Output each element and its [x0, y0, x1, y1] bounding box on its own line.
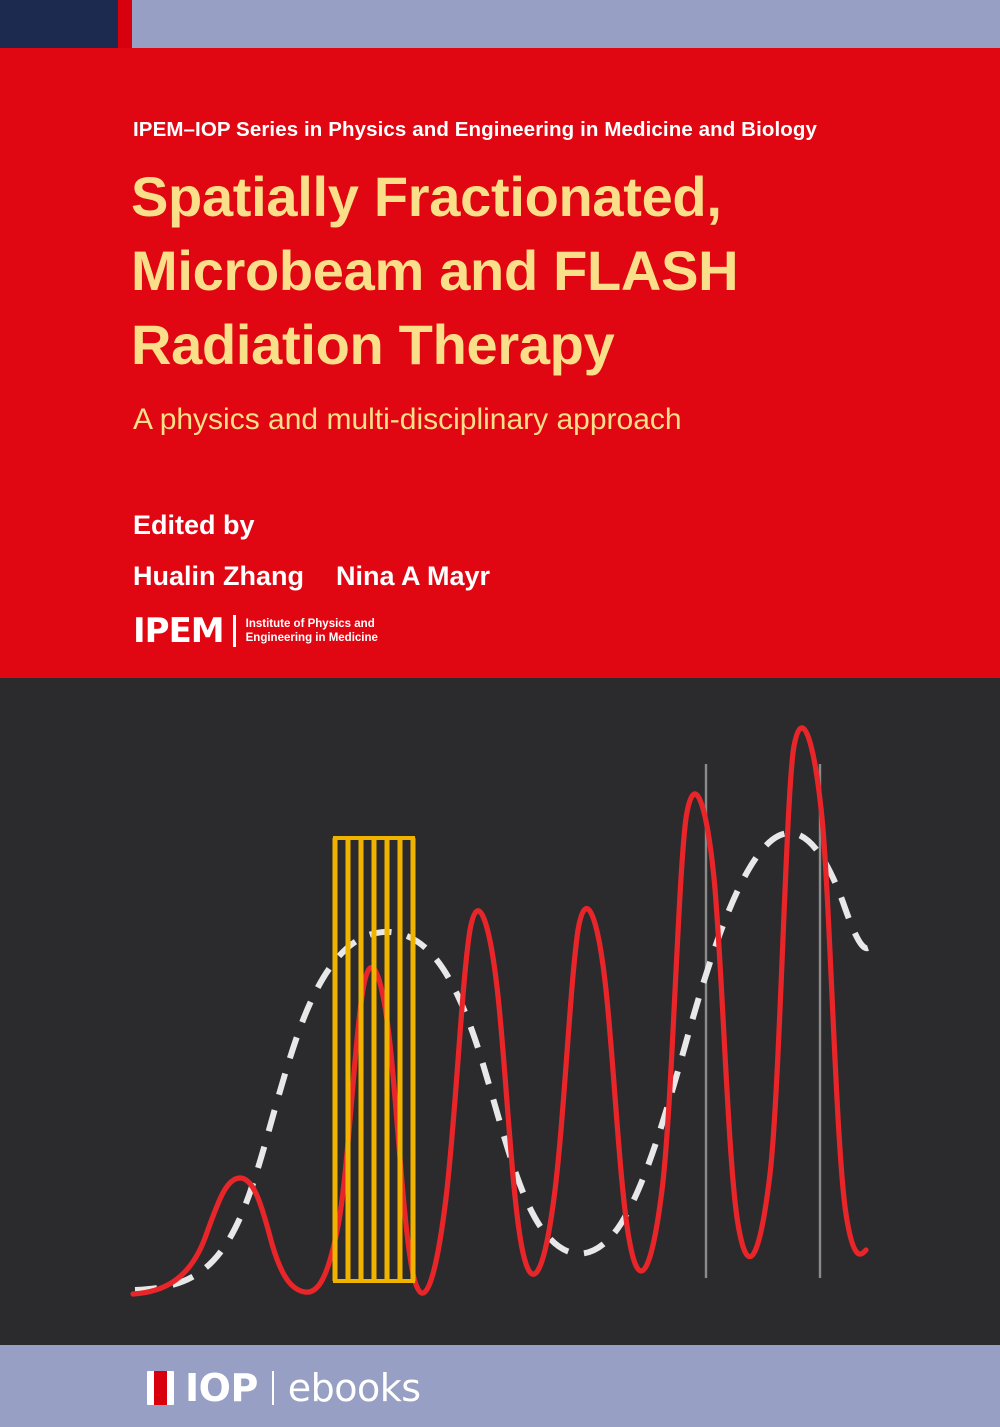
editor-name-2: Nina A Mayr — [336, 561, 491, 591]
editor-name-1: Hualin Zhang — [133, 561, 304, 591]
page-subtitle: A physics and multi-disciplinary approach — [133, 403, 682, 436]
book-icon — [147, 1371, 174, 1405]
dose-profile-illustration — [0, 678, 1000, 1345]
cover-graphic — [0, 678, 1000, 1345]
ipem-subtext: Institute of Physics and Engineering in Medicine — [245, 617, 378, 644]
iop-ebooks-logo — [147, 1366, 421, 1410]
top-band-red-stripe — [118, 0, 132, 48]
ipem-wordmark: IPEM — [133, 611, 224, 651]
series-line: IPEM–IOP Series in Physics and Engineering in Medicine and Biology — [133, 118, 818, 141]
top-band-navy-block — [0, 0, 118, 48]
page-title: Spatially Fractionated, Microbeam and FLASH Radiation Therapy — [131, 165, 739, 376]
title-panel — [0, 48, 1000, 678]
top-color-band — [0, 0, 1000, 48]
editor-names — [133, 561, 490, 592]
logo-divider-icon — [272, 1371, 274, 1405]
red-oscillating-dose-profile — [133, 728, 866, 1294]
iop-wordmark: IOP — [185, 1366, 258, 1410]
ipem-logo — [133, 611, 396, 651]
ipem-divider-icon — [233, 615, 236, 647]
iop-product-label: ebooks — [287, 1366, 421, 1410]
edited-by-label: Edited by — [133, 510, 255, 540]
